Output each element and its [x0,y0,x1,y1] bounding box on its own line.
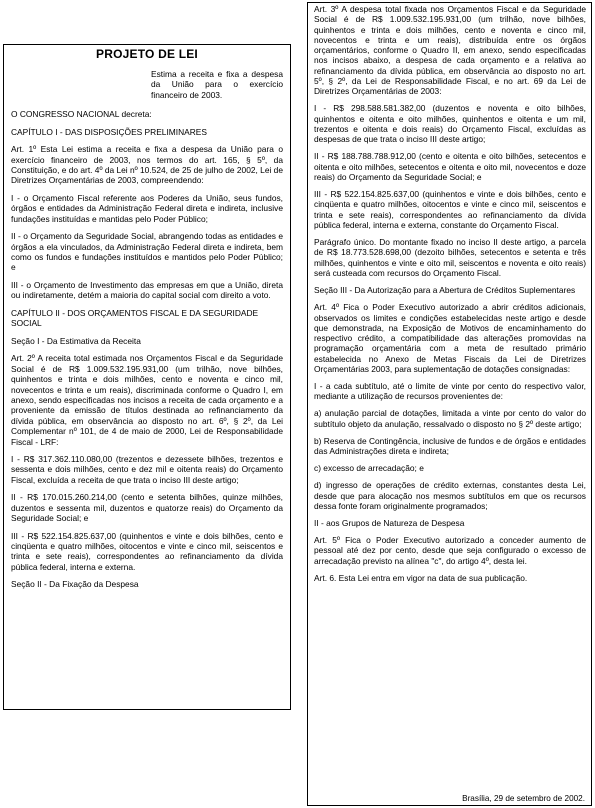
article-2-item-2: II - R$ 170.015.260.214,00 (cento e setenta bilhões, quinze milhões, duzentos e sessenta mil, duzentos e quatorze reais) do Orçamento da Seguridade Social; e [11,492,283,524]
article-1-item-3: III - o Orçamento de Investimento das empresas em que a União, direta ou indiretamente, detém a maioria do capital social com direito a voto. [11,279,283,301]
article-2: Art. 2º A receita total estimada nos Orçamentos Fiscal e da Seguridade Social é de R$ 1.009.532.195.931,00 (um trilhão, nove bilhões, quinhentos e trinta e dois milhões, cento e noventa e cinco mil, novecentos e trinta e um reais), discriminada conforme o Quadro I, em anexo, sendo especificadas nos incisos a receita de cada orçamento e a proveniente da emissão de títulos destinada ao refinanciamento da dívida pública, em observância ao disposto no art. 6º, § 2º, da Lei Complementar nº 101, de 4 de maio de 2000, Lei de Responsabilidade Fiscal - LRF: [11,353,283,447]
article-2-item-1: I - R$ 317.362.110.080,00 (trezentos e dezessete bilhões, trezentos e sessenta e dois milhões, cento e dez mil e oitenta reais) do Orçamento Fiscal, excluída a receita de que trata o inciso III deste artigo; [11,454,283,485]
article-3-item-1: I - R$ 298.588.581.382,00 (duzentos e noventa e oito bilhões, quinhentos e oitenta e oito milhões, quinhentos e oitenta e um mil, trezentos e oitenta e dois reais) do Orçamento Fiscal, excluídas as despesas de que trata o inciso III deste artigo; [314,103,586,145]
article-6: Art. 6. Esta Lei entra em vigor na data de sua publicação. [314,572,528,583]
date-line: Brasília, 29 de setembro de 2002. [462,794,585,803]
article-1-item-1: I - o Orçamento Fiscal referente aos Poderes da União, seus fundos, órgãos e entidades da Administração Federal direta e indireta, inclusive fundações instituídas e mantidas pelo Poder Público; [11,192,283,224]
article-4-item-d: d) ingresso de operações de crédito externas, constantes desta Lei, desde que para alocação nos mesmos subtítulos em que os recursos dessa fonte foram originalmente programados; [314,480,586,511]
article-4-item-a: a) anulação parcial de dotações, limitada a vinte por cento do valor do subtítulo objeto da anulação, ressalvado o disposto no § 2º deste artigo; [314,408,586,429]
article-2-item-3: III - R$ 522.154.825.637,00 (quinhentos e vinte e dois bilhões, cento e cinqüenta e quatro milhões, oitocentos e vinte e cinco mil, seiscentos e trinta e sete reais), correspondentes ao refinanciamento da dívida pública federal, interna e externa. [11,530,283,572]
article-3-sole-paragraph: Parágrafo único. Do montante fixado no inciso II deste artigo, a parcela de R$ 18.773.528.698,00 (dezoito bilhões, setecentos e setenta e três milhões, quinhentos e vinte e oito mil, seiscentos e noventa e oito reais) será custeada com recursos do Orçamento Fiscal. [314,237,586,279]
article-1: Art. 1º Esta Lei estima a receita e fixa a despesa da União para o exercício financeiro de 2003, nos termos do art. 165, § 5º, da Constituição, e do art. 4º da Lei nº 10.524, de 25 de julho de 2002, Lei de Diretrizes Orçamentárias de 2003, compreendendo: [11,144,283,186]
chapter-heading: CAPÍTULO I - DAS DISPOSIÇÕES PRELIMINARES [11,126,207,137]
section-heading: Seção III - Da Autorização para a Abertura de Créditos Suplementares [314,285,576,296]
article-4: Art. 4º Fica o Poder Executivo autorizado a abrir créditos adicionais, observados os limites e condições estabelecidas neste artigo e desde que demonstrada, na Exposição de Motivos de encaminhamento do respectivo crédito, a compatibilidade das alterações promovidas na programação orçamentária com a meta de resultado primário estabelecida no Anexo de Metas Fiscais da Lei de Diretrizes Orçamentárias 2003, para suplementação de dotações consignadas: [314,302,586,374]
article-4-item-b: b) Reserva de Contingência, inclusive de fundos e de órgãos e entidades das Administrações direta e indireta; [314,435,586,457]
article-4-item-1: I - a cada subtítulo, até o limite de vinte por cento do respectivo valor, mediante a utilização de recursos provenientes de: [314,381,586,402]
article-3: Art. 3º A despesa total fixada nos Orçamentos Fiscal e da Seguridade Social é de R$ 1.009.532.195.931,00 (um trilhão, nove bilhões, quinhentos e trinta e dois milhões, cento e noventa e cinco mil, novecentos e trinta e um reais), distribuída entre os órgãos orçamentários, conforme o Quadro II, em anexo, sendo especificadas nos incisos abaixo, a despesa de cada orçamento e a relativa ao refinanciamento da dívida pública, em observância ao disposto no art. 5º, § 2º, da Lei de Responsabilidade Fiscal, e no art. 69 da Lei de Diretrizes Orçamentárias de 2003: [314,4,586,97]
document-title: PROJETO DE LEI [96,47,198,61]
article-5: Art. 5º Fica o Poder Executivo autorizado a conceder aumento de pessoal até dez por cento, desde que seja configurado o excesso de arrecadação previsto na alínea "c", do artigo 4º, desta lei. [314,535,586,566]
section-heading: Seção I - Da Estimativa da Receita [11,335,141,346]
article-3-item-3: III - R$ 522.154.825.637,00 (quinhentos e vinte e dois bilhões, cento e cinqüenta e quatro milhões, oitocentos e vinte e cinco mil, seiscentos e trinta e sete reais), correspondentes ao refinanciamento da dívida pública federal, interna e externa, constante do Orçamento Fiscal. [314,189,586,231]
decree-line: O CONGRESSO NACIONAL decreta: [11,109,152,120]
right-column [307,2,592,806]
ementa: Estima a receita e fixa a despesa da União para o exercício financeiro de 2003. [151,69,283,100]
article-3-item-2: II - R$ 188.788.788.912,00 (cento e oitenta e oito bilhões, setecentos e oitenta e oito milhões, setecentos e oitenta e oito mil, novecentos e doze reais) do Orçamento da Seguridade Social; e [314,151,586,183]
section-heading: Seção II - Da Fixação da Despesa [11,579,139,590]
article-1-item-2: II - o Orçamento da Seguridade Social, abrangendo todas as entidades e órgãos a ela vinculados, da Administração Federal direta e indireta, bem como os fundos e fundações instituídos e mantidos pelo Poder Público; e [11,231,283,273]
article-4-item-2: II - aos Grupos de Natureza de Despesa [314,518,465,529]
left-column [3,44,291,710]
chapter-heading: CAPÍTULO II - DOS ORÇAMENTOS FISCAL E DA SEGURIDADE SOCIAL [11,307,259,329]
article-4-item-c: c) excesso de arrecadação; e [314,463,424,474]
